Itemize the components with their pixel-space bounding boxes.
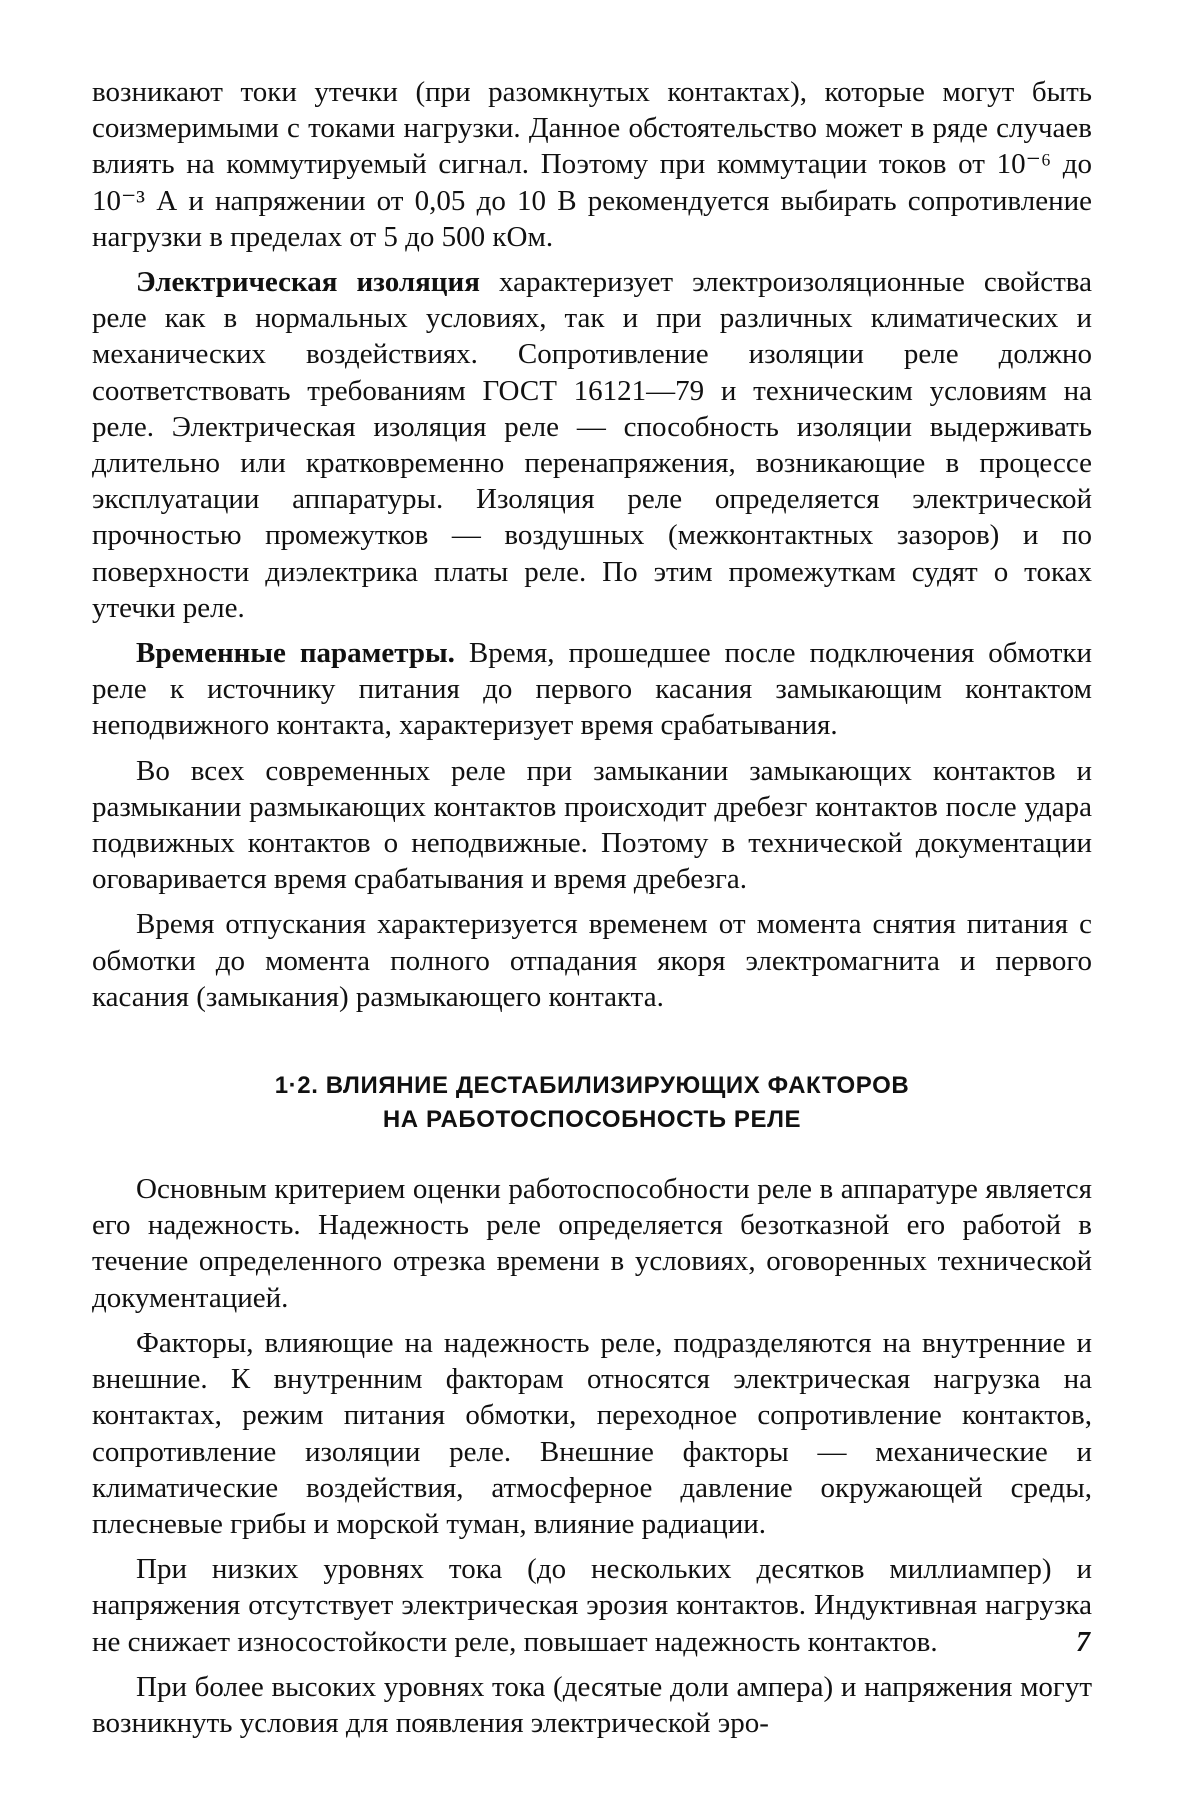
section-heading-line-1: 1·2. ВЛИЯНИЕ ДЕСТАБИЛИЗИРУЮЩИХ ФАКТОРОВ (92, 1069, 1092, 1103)
paragraph-time-parameters-body: Время, прошедшее после подключения обмотки реле к источнику питания до первого касания замыкающим контактом неподвижного контакта, характеризует время срабатывания. (92, 637, 1092, 741)
paragraph-reliability-criterion: Основным критерием оценки работоспособности реле в аппаратуре является его надежность. Надежность реле определяется безотказной его работой в течение определенного отрезка времени в условиях, оговоренных технической документацией. (92, 1171, 1092, 1316)
term-time-parameters: Временные параметры. (136, 637, 455, 669)
term-electrical-insulation: Электрическая изоляция (136, 266, 480, 298)
paragraph-low-current: При низких уровнях тока (до нескольких десятков миллиампер) и напряжения отсутствует электрическая эрозия контактов. Индуктивная нагрузка не снижает износостойкости реле, повышает надежность контактов. (92, 1551, 1092, 1660)
page-number: 7 (1076, 1627, 1090, 1659)
paragraph-electrical-insulation (92, 264, 1092, 626)
paragraph-high-current: При более высоких уровнях тока (десятые доли ампера) и напряжения могут возникнуть условия для появления электрической эро- (92, 1669, 1092, 1741)
paragraph-electrical-insulation-body: характеризует электроизоляционные свойства реле как в нормальных условиях, так и при различных климатических и механических воздействиях. Сопротивление изоляции реле должно соответствовать требованиям ГОСТ 16121—79 и техническим условиям на реле. Электрическая изоляция реле — способность изоляции выдерживать длительно или кратковременно перенапряжения, возникающие в процессе эксплуатации аппаратуры. Изоляция реле определяется электрической прочностью промежутков — воздушных (межконтактных зазоров) и по поверхности диэлектрика платы реле. По этим промежуткам судят о токах утечки реле. (92, 266, 1092, 624)
paragraph-time-parameters (92, 635, 1092, 744)
paragraph-contact-bounce: Во всех современных реле при замыкании замыкающих контактов и размыкании размыкающих контактов происходит дребезг контактов после удара подвижных контактов о неподвижные. Поэтому в технической документации оговаривается время срабатывания и время дребезга. (92, 753, 1092, 898)
text-column (92, 74, 1092, 1741)
document-page (0, 0, 1200, 1803)
paragraph-release-time: Время отпускания характеризуется временем от момента снятия питания с обмотки до момента полного отпадания якоря электромагнита и первого касания (замыкания) размыкающего контакта. (92, 906, 1092, 1015)
paragraph-reliability-factors: Факторы, влияющие на надежность реле, подразделяются на внутренние и внешние. К внутренним факторам относятся электрическая нагрузка на контактах, режим питания обмотки, переходное сопротивление контактов, сопротивление изоляции реле. Внешние факторы — механические и климатические воздействия, атмосферное давление окружающей среды, плесневые грибы и морской туман, влияние радиации. (92, 1325, 1092, 1542)
section-heading-line-2: НА РАБОТОСПОСОБНОСТЬ РЕЛЕ (92, 1103, 1092, 1137)
section-heading (92, 1069, 1092, 1137)
paragraph-leakage-currents: возникают токи утечки (при разомкнутых контактах), которые могут быть соизмеримыми с токами нагрузки. Данное обстоятельство может в ряде случаев влиять на коммутируемый сигнал. Поэтому при коммутации токов от 10⁻⁶ до 10⁻³ А и напряжении от 0,05 до 10 В рекомендуется выбирать сопротивление нагрузки в пределах от 5 до 500 кОм. (92, 74, 1092, 255)
